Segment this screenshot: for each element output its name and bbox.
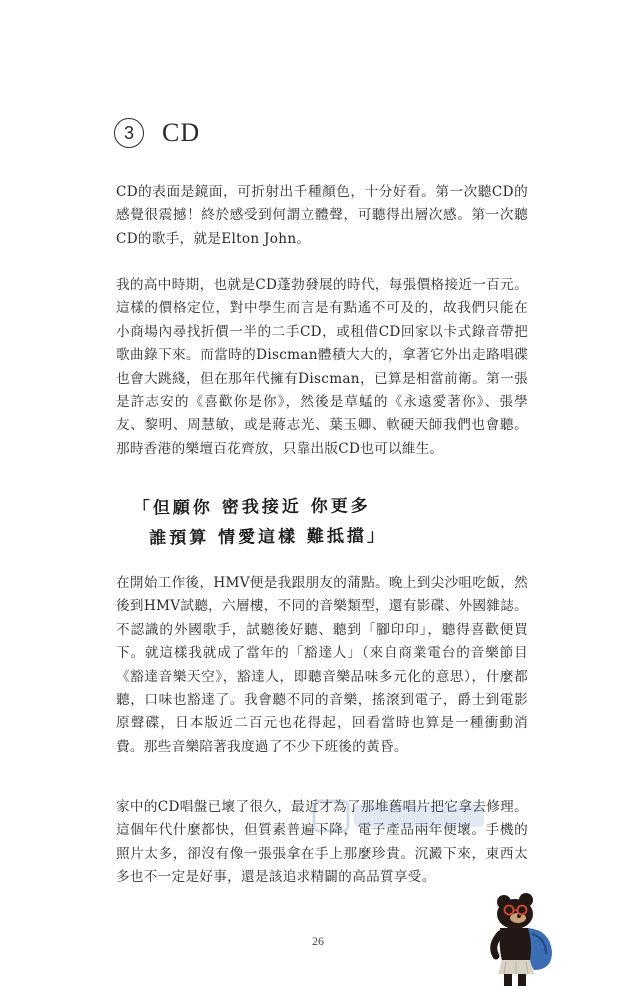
paragraph-3: 在開始工作後，HMV便是我跟朋友的蒲點。晚上到尖沙咀吃飯，然後到HMV試聽，六層樓，不同的音樂類型，還有影碟、外國雜誌。不認識的外國歌手，試聽後好聽、聽到「腳印印」，聽得喜歡便買下。就這樣我就成了當年的「豁達人」（來自商業電台的音樂節目《豁達音樂天空》，豁達人，即聽音樂品味多元化的意思），什麼都聽，口味也豁達了。我會聽不同的音樂，搖滾到電子，爵士到電影原聲碟，日本版近二百元也花得起，回看當時也算是一種衝動消費。那些音樂陪著我度過了不少下班後的黃昏。: [116, 575, 528, 755]
bear-with-backpack-illustration: [482, 890, 560, 989]
page-number: 26: [312, 934, 324, 948]
lyrics-line-2: 誰預算 情愛這樣 難抵擋」: [149, 526, 388, 549]
handwritten-lyrics: [133, 490, 464, 553]
paragraph-4: 家中的CD唱盤已壞了很久，最近才為了那堆舊唱片把它拿去修理。這個年代什麼都快，但質素普遍下降，電子產品兩年便壞。手機的照片太多，卻沒有像一張張拿在手上那麼珍貴。沉澱下來，東西太多也不一定是好事，還是該追求精闢的高品質享受。: [116, 799, 528, 886]
watermark-logo: [312, 797, 492, 837]
paragraph-2: 我的高中時期，也就是CD蓬勃發展的時代，每張價格接近一百元。這樣的價格定位，對中學生而言是有點遙不可及的，故我們只能在小商場內尋找折價一半的二手CD，或租借CD回家以卡式錄音帶把歌曲錄下來。而當時的Discman體積大大的，拿著它外出走路唱碟也會大跳綫，但在那年代擁有Discman，已算是相當前衛。第一張是許志安的《喜歡你是你》，然後是草蜢的《永遠愛著你》、張學友、黎明、周慧敏，或是蔣志光、葉玉卿、軟硬天師我們也會聽。那時香港的樂壇百花齊放，只靠出版CD也可以維生。: [116, 277, 528, 457]
section-title: CD: [162, 118, 201, 147]
lyrics-line-1: 「但願你 密我接近 你更多: [132, 496, 371, 519]
paragraph-1: CD的表面是鏡面，可折射出千種顏色，十分好看。第一次聽CD的感覺很震撼！終於感受到何謂立體聲，可聽得出層次感。第一次聽CD的歌手，就是Elton John。: [116, 184, 528, 247]
section-number-circle: 3: [114, 118, 144, 148]
section-header: [114, 118, 200, 148]
